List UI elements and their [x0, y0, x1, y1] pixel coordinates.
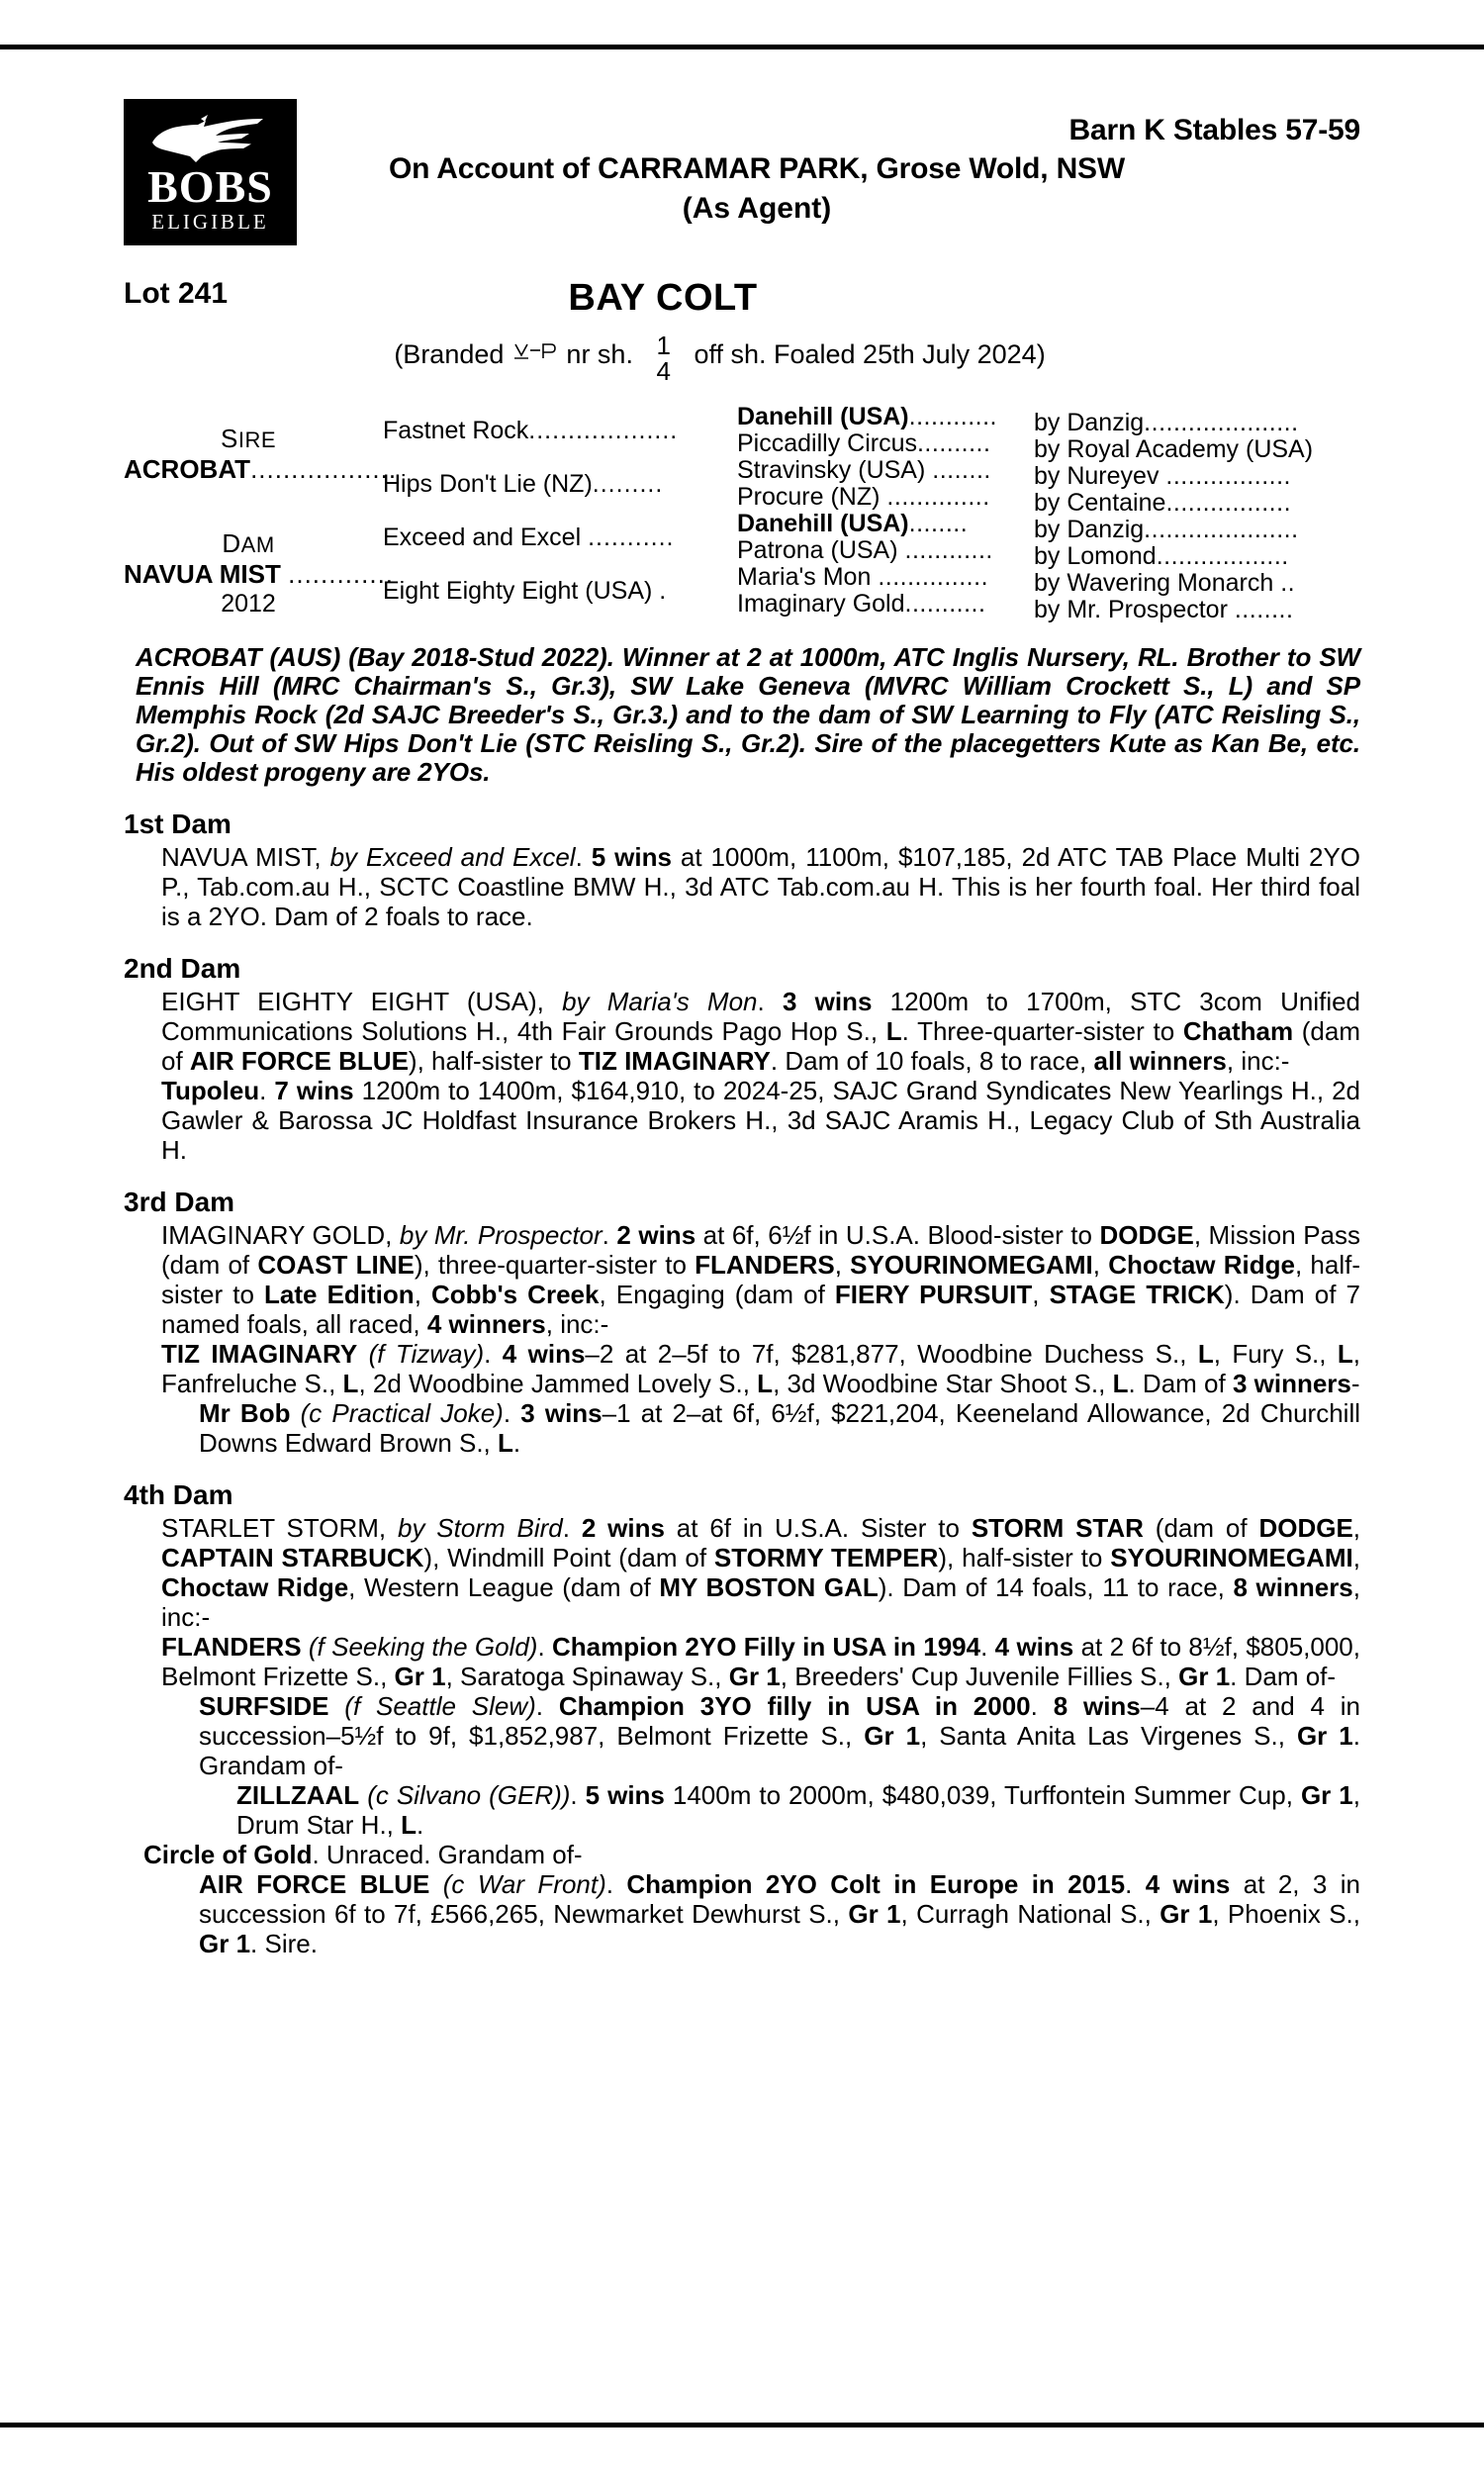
ggp-name — [737, 484, 1034, 511]
ggp-name — [737, 564, 1034, 591]
progeny-item — [124, 1780, 1360, 1840]
grandparent-row — [383, 564, 729, 618]
sire-summary-paragraph: ACROBAT (AUS) (Bay 2018-Stud 2022). Winner at 2 at 1000m, ATC Inglis Nursery, RL. Brother to SW Ennis Hill (MRC Chairman's S., Gr.3), SW Lake Geneva (MVRC William Crockett S., L) and SP Memphis Rock (2d SAJC Breeder's S., Gr.3.) and to the dam of SW Learning to Fly (ATC Reisling S., Gr.2). Out of SW Hips Don't Lie (STC Reisling S., Gr.2). Sire of the placegetters Kute as Kan Be, etc. His oldest progeny are 2YOs. — [136, 642, 1360, 787]
dam-year: 2012 — [221, 590, 276, 618]
ggp-dots: .............. — [886, 484, 990, 511]
ggp-name-text: Imaginary Gold — [737, 591, 905, 618]
grandparent-dots: ................... — [528, 417, 679, 444]
sire-label: SIRE — [220, 424, 277, 453]
progeny-text: TIZ IMAGINARY (f Tizway). 4 wins–2 at 2–5f to 7f, $281,877, Woodbine Duchess S., L, Fury S., L, Fanfreluche S., L, 2d Woodbine Jammed Lovely S., L, 3d Woodbine Star Shoot S., L. Dam of 3 winners- — [161, 1339, 1361, 1398]
ggp-name-text: Procure (NZ) — [737, 484, 881, 511]
branded-fraction — [656, 333, 670, 384]
ggp-sire-dots: .................. — [1156, 542, 1289, 570]
grandparent-dots: ......... — [592, 470, 664, 498]
ggp-sire-text: by Nureyev — [1034, 462, 1159, 490]
ggp-sire-text: by Wavering Monarch — [1034, 569, 1274, 597]
ggp-name-text: Piccadilly Circus — [737, 430, 917, 457]
grandparent-dots: . — [659, 577, 668, 605]
ggp-dots: ........... — [904, 591, 986, 618]
pedigree-table — [124, 404, 1360, 629]
fraction-denominator: 4 — [656, 356, 671, 386]
great-grandparent-row — [737, 537, 1360, 570]
great-grandparent-row — [737, 591, 1360, 623]
progeny-item — [124, 1076, 1360, 1165]
dam-section-2 — [124, 987, 1360, 1165]
page-bottom-rule — [0, 2423, 1484, 2427]
dam-block — [124, 528, 395, 618]
progeny-text: Tupoleu. 7 wins 1200m to 1400m, $164,910, to 2024-25, SAJC Grand Syndicates New Yearlings H., 2d Gawler & Barossa JC Holdfast Insurance Brokers H., 3d SAJC Aramis H., Legacy Club of Sth Australia H. — [161, 1076, 1360, 1165]
grandparent-row — [383, 511, 729, 564]
progeny-text: AIR FORCE BLUE (c War Front). Champion 2YO Colt in Europe in 2015. 4 wins at 2, 3 in succession 6f to 7f, £566,265, Newmarket Dewhurst S., Gr 1, Curragh National S., Gr 1, Phoenix S., Gr 1. Sire. — [199, 1869, 1360, 1958]
dam-paragraph — [124, 1513, 1360, 1632]
ggp-sire — [1034, 597, 1293, 623]
dam-text: IMAGINARY GOLD, by Mr. Prospector. 2 wins at 6f, 6½f in U.S.A. Blood-sister to DODGE, Mission Pass (dam of COAST LINE), three-quarter-sister to FLANDERS, SYOURINOMEGAMI, Choctaw Ridge, half-sister to Late Edition, Cobb's Creek, Engaging (dam of FIERY PURSUIT, STAGE TRICK). Dam of 7 named foals, all raced, 4 winners, inc:- — [161, 1220, 1361, 1339]
dam-heading-2: 2nd Dam — [124, 953, 241, 984]
ggp-name-text: Stravinsky (USA) — [737, 457, 926, 484]
ggp-sire-text: by Danzig — [1034, 516, 1145, 543]
progeny-text: Mr Bob (c Practical Joke). 3 wins–1 at 2–at 6f, 6½f, $221,204, Keeneland Allowance, 2d Churchill Downs Edward Brown S., L. — [199, 1398, 1361, 1458]
page-title: BAY COLT — [568, 277, 758, 319]
ggp-dots: ............ — [904, 537, 993, 564]
great-grandparent-row — [737, 457, 1360, 490]
brand-mark-icon — [513, 335, 557, 355]
progeny-item — [124, 1632, 1360, 1691]
great-grandparent-row — [737, 404, 1360, 436]
ggp-name — [737, 511, 1034, 537]
ggp-name — [737, 430, 1034, 457]
sire-leader-dots: .................. — [250, 454, 398, 484]
sire-block — [124, 424, 398, 485]
dam-section-4 — [124, 1513, 1360, 1958]
ggp-sire-dots: ..................... — [1144, 516, 1299, 543]
ggp-name-text: Maria's Mon — [737, 564, 872, 591]
ggp-name — [737, 457, 1034, 484]
branded-description-line — [124, 331, 1360, 386]
grandparent-row — [383, 404, 729, 457]
ggp-dots: ............... — [878, 564, 989, 591]
dam-name-row — [124, 559, 395, 590]
ggp-sire-text: by Danzig — [1034, 409, 1145, 436]
dam-section-1 — [124, 842, 1360, 931]
branded-mid-text: nr sh. — [566, 339, 633, 370]
ggp-name — [737, 591, 1034, 618]
dam-paragraph — [124, 842, 1360, 931]
grandparent-row — [383, 457, 729, 511]
progeny-text: Circle of Gold. Unraced. Grandam of- — [143, 1840, 583, 1869]
dam-paragraph — [124, 987, 1360, 1076]
great-grandparent-row — [737, 564, 1360, 597]
dam-section-3 — [124, 1220, 1360, 1458]
great-grandparent-row — [737, 511, 1360, 543]
great-grandparent-row — [737, 484, 1360, 517]
ggp-dots: ........ — [932, 457, 991, 484]
progeny-item — [124, 1339, 1360, 1398]
progeny-item — [124, 1398, 1360, 1458]
pedigree-column-great-grandparents — [737, 404, 1360, 623]
sire-name: ACROBAT — [124, 454, 251, 484]
ggp-dots: ........ — [908, 511, 969, 537]
pedigree-column-grandparents — [383, 404, 729, 618]
bobs-logo-subtitle: ELIGIBLE — [151, 210, 269, 234]
grandparent-dots: ........... — [588, 523, 675, 551]
grandparent-name: Eight Eighty Eight (USA) — [383, 577, 653, 605]
dam-label: DAM — [222, 528, 275, 558]
sire-name-row — [124, 454, 398, 485]
page-header — [124, 94, 1360, 277]
dam-text: STARLET STORM, by Storm Bird. 2 wins at 6f in U.S.A. Sister to STORM STAR (dam of DODGE, CAPTAIN STARBUCK), Windmill Point (dam of STORMY TEMPER), half-sister to SYOURINOMEGAMI, Choctaw Ridge, Western League (dam of MY BOSTON GAL). Dam of 14 foals, 11 to race, 8 winners, inc:- — [161, 1513, 1361, 1632]
grandparent-name: Exceed and Excel — [383, 523, 582, 551]
ggp-sire-text: by Lomond — [1034, 542, 1157, 570]
page-top-rule — [0, 45, 1484, 49]
great-grandparent-row — [737, 430, 1360, 463]
ggp-dots: ............ — [908, 404, 997, 430]
vendor-account-line: On Account of CARRAMAR PARK, Grose Wold, NSW — [389, 152, 1125, 185]
ggp-name — [737, 537, 1034, 564]
dam-heading-4: 4th Dam — [124, 1479, 233, 1510]
dam-text: EIGHT EIGHTY EIGHT (USA), by Maria's Mon. 3 wins 1200m to 1700m, STC 3com Unified Communications Solutions H., 4th Fair Grounds Pago Hop S., L. Three-quarter-sister to Chatham (dam of AIR FORCE BLUE), half-sister to TIZ IMAGINARY. Dam of 10 foals, 8 to race, all winners, inc:- — [161, 987, 1361, 1076]
ggp-sire-dots: ................. — [1165, 462, 1291, 490]
lot-number: Lot 241 — [124, 277, 229, 310]
dam-heading-3: 3rd Dam — [124, 1187, 235, 1217]
dam-leader-dots: ............. — [288, 559, 395, 589]
ggp-sire-dots: .. — [1280, 569, 1296, 597]
ggp-dots: .......... — [916, 430, 991, 457]
progeny-item — [124, 1691, 1360, 1780]
bobs-logo-word: BOBS — [147, 161, 273, 212]
dam-heading-1: 1st Dam — [124, 809, 232, 839]
ggp-sire-dots: ........ — [1234, 596, 1294, 623]
ggp-name-text: Danehill (USA) — [737, 511, 909, 537]
progeny-text: FLANDERS (f Seeking the Gold). Champion 2YO Filly in USA in 1994. 4 wins at 2 6f to 8½f, $805,000, Belmont Frizette S., Gr 1, Saratoga Spinaway S., Gr 1, Breeders' Cup Juvenile Fillies S., Gr 1. Dam of- — [161, 1632, 1360, 1691]
progeny-item — [124, 1869, 1360, 1958]
barn-stables-line: Barn K Stables 57-59 — [1068, 114, 1360, 146]
progeny-text: SURFSIDE (f Seattle Slew). Champion 3YO filly in USA in 2000. 8 wins–4 at 2 and 4 in succession–5½f to 9f, $1,852,987, Belmont Frizette S., Gr 1, Santa Anita Las Virgenes S., Gr 1. Grandam of- — [199, 1691, 1360, 1780]
horse-head-icon — [146, 113, 275, 166]
dam-paragraph — [124, 1220, 1360, 1339]
fraction-numerator: 1 — [656, 331, 671, 360]
grandparent-name: Fastnet Rock — [383, 417, 529, 444]
progeny-item — [124, 1840, 1360, 1869]
ggp-sire-text: by Centaine — [1034, 489, 1166, 517]
ggp-sire-dots: ..................... — [1144, 409, 1299, 436]
branded-suffix-text: off sh. Foaled 25th July 2024) — [694, 339, 1046, 370]
branded-prefix: (Branded — [394, 339, 505, 370]
dam-text: NAVUA MIST, by Exceed and Excel. 5 wins at 1000m, 1100m, $107,185, 2d ATC TAB Place Multi 2YO P., Tab.com.au H., SCTC Coastline BMW H., 3d ATC Tab.com.au H. This is her fourth foal. Her third foal is a 2YO. Dam of 2 foals to race. — [161, 842, 1361, 931]
progeny-text: ZILLZAAL (c Silvano (GER)). 5 wins 1400m to 2000m, $480,039, Turffontein Summer Cup, Gr 1, Drum Star H., L. — [236, 1780, 1360, 1840]
lot-title-row — [124, 277, 1360, 331]
ggp-sire-text: by Mr. Prospector — [1034, 596, 1228, 623]
page-content — [124, 94, 1360, 1958]
ggp-name-text: Danehill (USA) — [737, 404, 909, 430]
ggp-name — [737, 404, 1034, 430]
grandparent-name: Hips Don't Lie (NZ) — [383, 470, 593, 498]
bobs-eligible-logo — [124, 99, 297, 245]
ggp-sire-dots: ................. — [1165, 489, 1292, 517]
as-agent-line: (As Agent) — [682, 192, 832, 225]
dam-name: NAVUA MIST — [124, 559, 281, 589]
ggp-name-text: Patrona (USA) — [737, 537, 898, 564]
ggp-sire-text: by Royal Academy (USA) — [1034, 435, 1314, 463]
